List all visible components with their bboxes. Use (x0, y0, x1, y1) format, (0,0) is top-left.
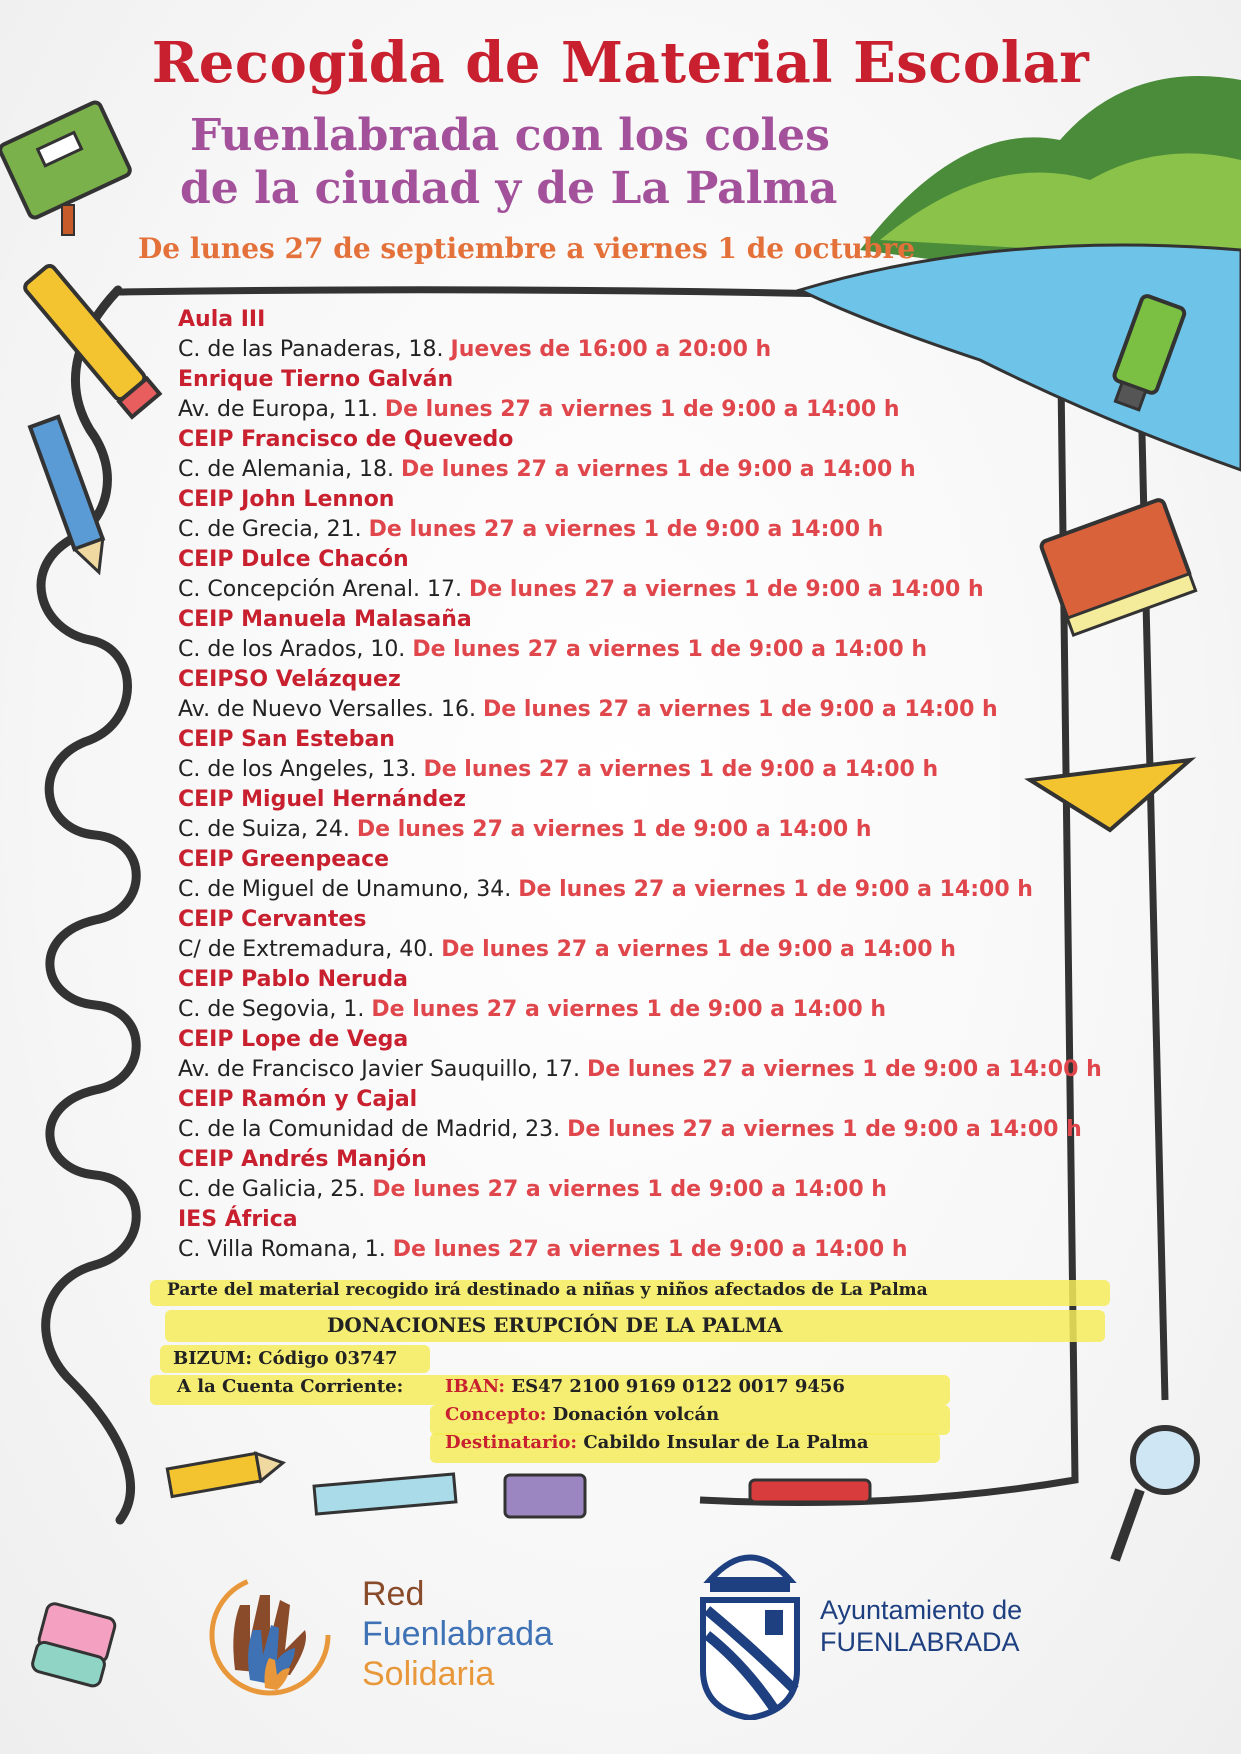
school-line (178, 395, 1118, 425)
concept-label: Concepto: (445, 1404, 547, 1425)
school-name: CEIP Greenpeace (178, 847, 390, 872)
school-address: C. de Miguel de Unamuno, 34. (178, 877, 512, 902)
donation-note: Parte del material recogido irá destinado a niñas y niños afectados de La Palma (167, 1280, 928, 1300)
school-hours: De lunes 27 a viernes 1 de 9:00 a 14:00 h (356, 817, 872, 842)
school-line (178, 635, 1118, 665)
date-range: De lunes 27 de septiembre a viernes 1 de octubre (138, 232, 916, 265)
school-line (178, 1235, 1118, 1265)
sharpener-icon (505, 1475, 585, 1517)
school-name: CEIP John Lennon (178, 487, 395, 512)
school-address: C. de la Comunidad de Madrid, 23. (178, 1117, 561, 1142)
school-name: CEIP San Esteban (178, 727, 395, 752)
location-entry (178, 1205, 1118, 1265)
yellow-pencil-icon (23, 264, 160, 417)
school-line (178, 935, 1118, 965)
school-name: CEIP Lope de Vega (178, 1027, 409, 1052)
school-line (178, 335, 1118, 365)
location-entry (178, 965, 1118, 1025)
school-address: C/ de Extremadura, 40. (178, 937, 435, 962)
school-hours: De lunes 27 a viernes 1 de 9:00 a 14:00 h (384, 397, 900, 422)
location-entry (178, 1025, 1118, 1085)
recipient-label: Destinatario: (445, 1432, 578, 1453)
school-address: C. de Galicia, 25. (178, 1177, 366, 1202)
school-address: C. de Segovia, 1. (178, 997, 365, 1022)
location-entry (178, 425, 1118, 485)
school-line (178, 875, 1118, 905)
ruler-icon (314, 1474, 456, 1514)
red-marker-icon (750, 1480, 870, 1502)
school-address: C. de los Arados, 10. (178, 637, 406, 662)
school-line (178, 755, 1118, 785)
location-list (178, 305, 1118, 1265)
school-name: CEIP Francisco de Quevedo (178, 427, 514, 452)
location-entry (178, 725, 1118, 785)
city-crest-icon (695, 1540, 805, 1720)
school-line (178, 515, 1118, 545)
school-line (178, 1175, 1118, 1205)
location-entry (178, 485, 1118, 545)
magnifier-icon (1115, 1428, 1197, 1560)
school-line (178, 815, 1118, 845)
location-entry (178, 1085, 1118, 1145)
account-label: A la Cuenta Corriente: (177, 1376, 404, 1397)
school-address: C. de los Angeles, 13. (178, 757, 417, 782)
school-line (178, 995, 1118, 1025)
location-entry (178, 845, 1118, 905)
page-title: Recogida de Material Escolar (151, 30, 1090, 96)
subtitle-line-1: Fuenlabrada con los coles (190, 110, 830, 161)
school-name: CEIPSO Velázquez (178, 667, 401, 692)
school-name: CEIP Ramón y Cajal (178, 1087, 418, 1112)
bizum-code: BIZUM: Código 03747 (173, 1348, 398, 1369)
concept-value: Donación volcán (552, 1404, 720, 1425)
school-hours: De lunes 27 a viernes 1 de 9:00 a 14:00 h (368, 517, 884, 542)
hands-logo-icon (205, 1570, 335, 1705)
school-address: C. Villa Romana, 1. (178, 1237, 386, 1262)
location-entry (178, 1145, 1118, 1205)
iban-value: ES47 2100 9169 0122 0017 9456 (511, 1376, 845, 1397)
red-logo-line-3: Solidaria (362, 1655, 495, 1693)
small-pencil-icon (167, 1449, 285, 1497)
location-entry (178, 905, 1118, 965)
ayto-line-1: Ayuntamiento de (820, 1595, 1023, 1625)
location-entry (178, 605, 1118, 665)
school-address: C. de las Panaderas, 18. (178, 337, 444, 362)
concept-row (445, 1404, 719, 1425)
school-hours: De lunes 27 a viernes 1 de 9:00 a 14:00 h (423, 757, 939, 782)
recipient-row (445, 1432, 869, 1453)
school-hours: De lunes 27 a viernes 1 de 9:00 a 14:00 h (441, 937, 956, 962)
location-entry (178, 785, 1118, 845)
subtitle-line-2: de la ciudad y de La Palma (180, 163, 838, 214)
school-address: C. de Alemania, 18. (178, 457, 394, 482)
school-hours: De lunes 27 a viernes 1 de 9:00 a 14:00 h (587, 1057, 1102, 1082)
school-address: Av. de Francisco Javier Sauquillo, 17. (178, 1057, 581, 1082)
school-name: CEIP Cervantes (178, 907, 367, 932)
school-hours: De lunes 27 a viernes 1 de 9:00 a 14:00 h (483, 697, 998, 722)
iban-label: IBAN: (445, 1376, 506, 1397)
school-hours: De lunes 27 a viernes 1 de 9:00 a 14:00 h (468, 577, 984, 602)
green-book-icon (0, 101, 132, 235)
school-name: CEIP Dulce Chacón (178, 547, 409, 572)
school-hours: De lunes 27 a viernes 1 de 9:00 a 14:00 h (567, 1117, 1082, 1142)
school-hours: De lunes 27 a viernes 1 de 9:00 a 14:00 h (371, 997, 887, 1022)
red-logo-line-2: Fuenlabrada (362, 1615, 553, 1653)
school-line (178, 695, 1118, 725)
location-entry (178, 365, 1118, 425)
donation-heading: DONACIONES ERUPCIÓN DE LA PALMA (327, 1313, 783, 1337)
ayto-line-2: FUENLABRADA (820, 1627, 1020, 1657)
school-hours: De lunes 27 a viernes 1 de 9:00 a 14:00 h (392, 1237, 908, 1262)
school-line (178, 1055, 1118, 1085)
school-address: Av. de Europa, 11. (178, 397, 378, 422)
school-address: Av. de Nuevo Versalles. 16. (178, 697, 477, 722)
iban-row (445, 1376, 845, 1397)
location-entry (178, 305, 1118, 365)
school-name: Aula III (178, 307, 266, 332)
school-hours: De lunes 27 a viernes 1 de 9:00 a 14:00 h (518, 877, 1033, 902)
school-name: CEIP Manuela Malasaña (178, 607, 472, 632)
school-address: C. Concepción Arenal. 17. (178, 577, 462, 602)
location-entry (178, 665, 1118, 725)
school-hours: De lunes 27 a viernes 1 de 9:00 a 14:00 h (400, 457, 916, 482)
school-hours: De lunes 27 a viernes 1 de 9:00 a 14:00 h (412, 637, 927, 662)
eraser-icon (31, 1602, 117, 1688)
school-hours: Jueves de 16:00 a 20:00 h (450, 337, 772, 362)
school-line (178, 455, 1118, 485)
school-name: CEIP Miguel Hernández (178, 787, 466, 812)
location-entry (178, 545, 1118, 605)
school-hours: De lunes 27 a viernes 1 de 9:00 a 14:00 h (372, 1177, 887, 1202)
school-address: C. de Grecia, 21. (178, 517, 362, 542)
red-logo-line-1: Red (362, 1575, 425, 1613)
school-line (178, 1115, 1118, 1145)
school-address: C. de Suiza, 24. (178, 817, 350, 842)
school-name: CEIP Andrés Manjón (178, 1147, 427, 1172)
school-name: IES África (178, 1207, 298, 1232)
school-name: CEIP Pablo Neruda (178, 967, 409, 992)
school-name: Enrique Tierno Galván (178, 367, 454, 392)
school-line (178, 575, 1118, 605)
recipient-value: Cabildo Insular de La Palma (583, 1432, 869, 1453)
